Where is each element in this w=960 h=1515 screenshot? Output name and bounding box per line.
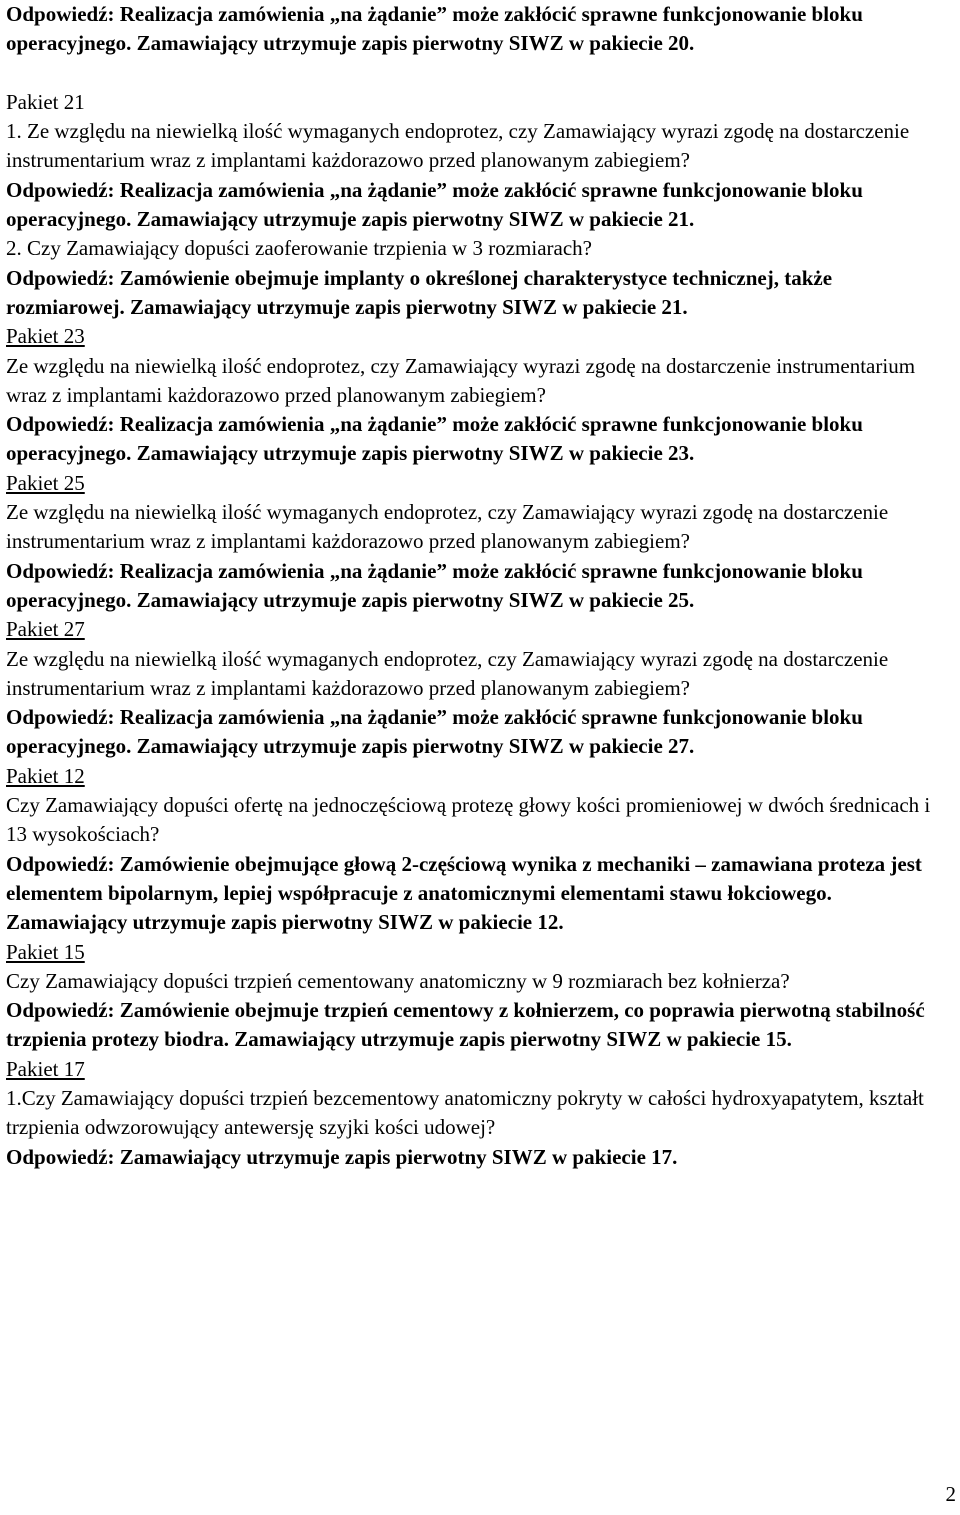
- question-paragraph: Ze względu na niewielką ilość endoprotez, czy Zamawiający wyrazi zgodę na dostarczenie instrumentarium wraz z implantami każdorazowo przed planowanym zabiegiem?: [6, 353, 916, 407]
- answer-paragraph: Odpowiedź: Realizacja zamówienia „na żądanie” może zakłócić sprawne funkcjonowanie bloku operacyjnego. Zamawiający utrzymuje zapis pierwotny SIWZ w pakiecie 27.: [6, 705, 863, 759]
- package-heading: Pakiet 17: [6, 1056, 85, 1081]
- question-paragraph: Ze względu na niewielką ilość wymaganych endoprotez, czy Zamawiający wyrazi zgodę na dostarczenie instrumentarium wraz z implantami każdorazowo przed planowanym zabiegiem?: [6, 500, 889, 554]
- answer-paragraph: Odpowiedź: Realizacja zamówienia „na żądanie” może zakłócić sprawne funkcjonowanie bloku operacyjnego. Zamawiający utrzymuje zapis pierwotny SIWZ w pakiecie 20.: [6, 2, 863, 56]
- answer-paragraph: Odpowiedź: Realizacja zamówienia „na żądanie” może zakłócić sprawne funkcjonowanie bloku operacyjnego. Zamawiający utrzymuje zapis pierwotny SIWZ w pakiecie 21.: [6, 177, 863, 232]
- package-heading: Pakiet 25: [6, 470, 85, 495]
- answer-paragraph: Odpowiedź: Zamówienie obejmuje implanty o określonej charakterystyce technicznej, także rozmiarowej. Zamawiający utrzymuje zapis pierwotny SIWZ w pakiecie 21.: [6, 265, 833, 319]
- answer-paragraph: Odpowiedź: Realizacja zamówienia „na żądanie” może zakłócić sprawne funkcjonowanie bloku operacyjnego. Zamawiający utrzymuje zapis pierwotny SIWZ w pakiecie 23.: [6, 412, 863, 466]
- question-paragraph: 1.Czy Zamawiający dopuści trzpień bezcementowy anatomiczny pokryty w całości hydroxyapatytem, kształt trzpienia odwzorowujący antewersję szyjki kości udowej?: [6, 1085, 924, 1140]
- question-paragraph: Ze względu na niewielką ilość wymaganych endoprotez, czy Zamawiający wyrazi zgodę na dostarczenie instrumentarium wraz z implantami każdorazowo przed planowanym zabiegiem?: [6, 646, 889, 700]
- package-heading: Pakiet 12: [6, 763, 85, 788]
- package-heading: Pakiet 15: [6, 939, 85, 964]
- page-number: 2: [945, 1482, 956, 1506]
- answer-paragraph: Odpowiedź: Zamówienie obejmuje trzpień cementowy z kołnierzem, co poprawia pierwotną stabilność trzpienia protezy biodra. Zamawiający utrzymuje zapis pierwotny SIWZ w pakiecie 15.: [6, 998, 925, 1052]
- answer-paragraph: Odpowiedź: Zamawiający utrzymuje zapis pierwotny SIWZ w pakiecie 17.: [6, 1144, 678, 1169]
- question-paragraph: Czy Zamawiający dopuści trzpień cementowany anatomiczny w 9 rozmiarach bez kołnierza?: [6, 968, 790, 993]
- package-heading: Pakiet 23: [6, 324, 85, 349]
- document-page: [6, 0, 956, 1172]
- question-paragraph: 1. Ze względu na niewielką ilość wymaganych endoprotez, czy Zamawiający wyrazi zgodę na dostarczenie instrumentarium wraz z implantami każdorazowo przed planowanym zabiegiem?: [6, 119, 910, 173]
- answer-paragraph: Odpowiedź: Realizacja zamówienia „na żądanie” może zakłócić sprawne funkcjonowanie bloku operacyjnego. Zamawiający utrzymuje zapis pierwotny SIWZ w pakiecie 25.: [6, 558, 863, 612]
- package-heading: Pakiet 21: [6, 89, 85, 114]
- package-heading: Pakiet 27: [6, 617, 85, 642]
- answer-paragraph: Odpowiedź: Zamówienie obejmujące głową 2-częściową wynika z mechaniki – zamawiana proteza jest elementem bipolarnym, lepiej współpracuje z anatomicznymi elementami stawu łokciowego. Zamawiający utrzymuje zapis pierwotny SIWZ w pakiecie 12.: [6, 851, 922, 935]
- question-paragraph: Czy Zamawiający dopuści ofertę na jednoczęściową protezę głowy kości promieniowej w dwóch średnicach i 13 wysokościach?: [6, 793, 931, 847]
- blank-line: [6, 59, 956, 88]
- question-paragraph: 2. Czy Zamawiający dopuści zaoferowanie trzpienia w 3 rozmiarach?: [6, 236, 592, 261]
